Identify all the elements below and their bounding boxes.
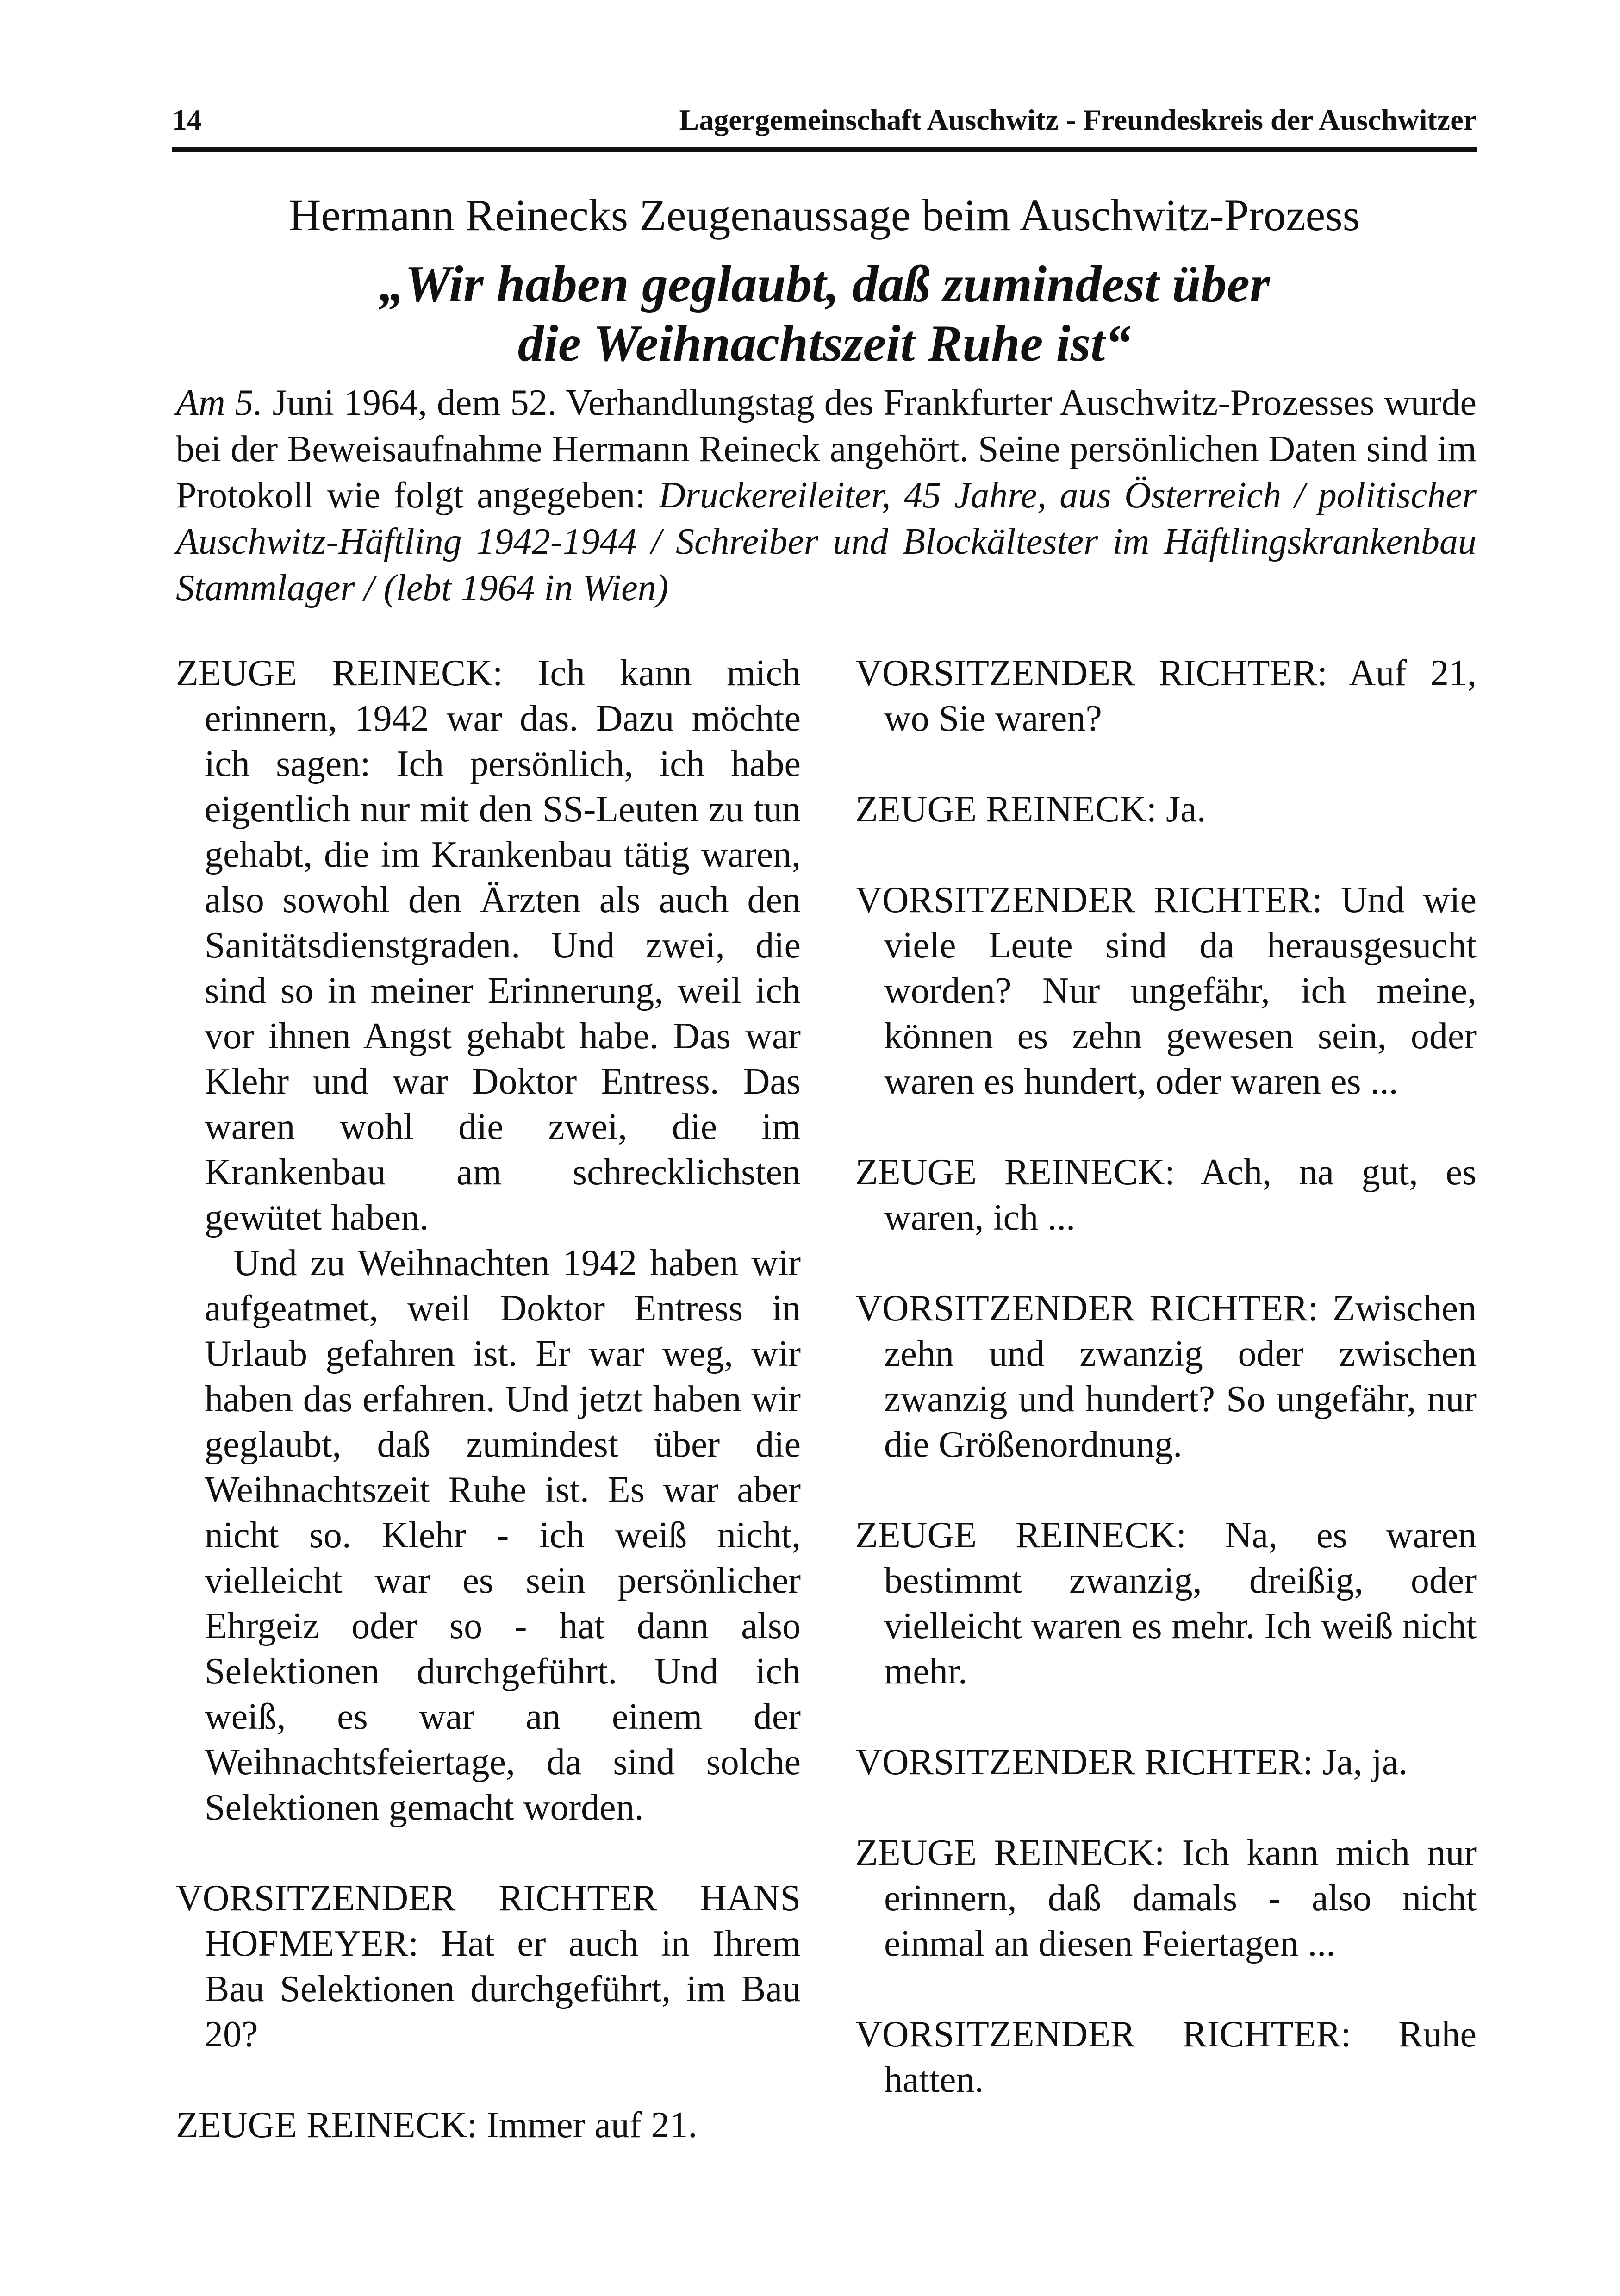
intro-lead: Am 5. (176, 382, 263, 423)
left-column (176, 651, 801, 2193)
speaker-label: VORSITZENDER RICHTER: (855, 1742, 1313, 1783)
speaker-label: ZEUGE REINECK: (855, 1515, 1186, 1556)
running-title: Lagergemeinschaft Auschwitz - Freundeskreis der Auschwitzer (679, 103, 1477, 136)
speaker-label: ZEUGE REINECK: (176, 653, 503, 694)
intro-text: Juni 1964, dem 52. Verhandlungstag des Frankfurter Auschwitz-Prozesses wurde bei der Beweisaufnahme Hermann Reineck angehört. Seine persönlichen Daten sind im Protokoll wie folgt angegeben: (176, 382, 1477, 516)
transcript-entry (855, 1513, 1477, 1694)
transcript-entry (176, 1876, 801, 2057)
page-header (172, 97, 1477, 144)
transcript-entry (855, 1150, 1477, 1240)
transcript-entry (176, 2102, 801, 2148)
headline-line-2: die Weihnachtszeit Ruhe ist“ (517, 315, 1131, 372)
speaker-label: VORSITZENDER RICHTER: (855, 653, 1327, 694)
transcript-entry (855, 651, 1477, 741)
speaker-label: ZEUGE REINECK: (855, 1152, 1175, 1193)
speech-text: Zwischen zehn und zwanzig oder zwischen zwanzig und hundert? So ungefähr, nur die Größenordnung. (884, 1288, 1477, 1465)
speaker-label: VORSITZENDER RICHTER: (855, 1288, 1318, 1329)
intro-details: Druckereileiter, 45 Jahre, aus Österreich / politischer Auschwitz-Häftling 1942-1944 / Schreiber und Blockältester im Häftlingskrankenbau Stammlager / (lebt 1964 in Wien) (176, 475, 1477, 608)
transcript-entry (176, 651, 801, 1830)
speaker-label: VORSITZENDER RICHTER: (855, 880, 1322, 920)
speaker-label: ZEUGE REINECK: (855, 1833, 1165, 1873)
transcript-entry (855, 2012, 1477, 2102)
speech-text: Auf 21, wo Sie waren? (884, 653, 1477, 739)
speech-text: Ja, ja. (1313, 1742, 1408, 1783)
article-headline (172, 255, 1477, 373)
speaker-label: VORSITZENDER RICHTER: (855, 2014, 1351, 2055)
speaker-label: ZEUGE REINECK: (176, 2105, 478, 2146)
right-column (855, 651, 1477, 2148)
speech-text: Ach, na gut, es waren, ich ... (884, 1152, 1477, 1238)
speech-text: Ich kann mich nur erinnern, daß damals - also nicht einmal an diesen Feiertagen ... (884, 1833, 1477, 1964)
speech-text: Ich kann mich erinnern, 1942 war das. Dazu möchte ich sagen: Ich persönlich, ich habe eigentlich nur mit den SS-Leuten zu tun gehabt, die im Krankenbau tätig waren, also sowohl den Ärzten als auch den Sanitätsdienstgraden. Und zwei, die sind so in meiner Erinnerung, weil ich vor ihnen Angst gehabt habe. Das war Klehr und war Doktor Entress. Das waren wohl die zwei, die im Krankenbau am schrecklichsten gewütet haben. (205, 653, 801, 1238)
transcript-entry (855, 877, 1477, 1104)
speech-text: Ja. (1157, 789, 1206, 830)
header-rule (172, 147, 1477, 152)
speaker-label: VORSITZENDER RICHTER HANS HOFMEYER: (176, 1878, 801, 1964)
article-kicker: Hermann Reinecks Zeugenaussage beim Auschwitz-Prozess (289, 190, 1360, 240)
transcript-entry (855, 1286, 1477, 1467)
transcript-entry (855, 1739, 1477, 1785)
speech-text: Immer auf 21. (477, 2105, 698, 2146)
speech-text: Ruhe hatten. (884, 2014, 1477, 2100)
speech-continuation: Und zu Weihnachten 1942 haben wir aufgeatmet, weil Doktor Entress in Urlaub gefahren ist. Er war weg, wir haben das erfahren. Und jetzt haben wir geglaubt, daß zumindest über die Weihnachtszeit Ruhe ist. Es war aber nicht so. Klehr - ich weiß nicht, vielleicht war es sein persönlicher Ehrgeiz oder so - hat dann also Selektionen durchgeführt. Und ich weiß, es war an einem der Weihnachtsfeiertage, da sind solche Selektionen gemacht worden. (205, 1243, 801, 1828)
speaker-label: ZEUGE REINECK: (855, 789, 1157, 830)
headline-line-1: „Wir haben geglaubt, daß zumindest über (379, 256, 1270, 313)
transcript-entry (855, 1830, 1477, 1966)
speech-text: Hat er auch in Ihrem Bau Selektionen durchgeführt, im Bau 20? (205, 1923, 801, 2055)
speech-text: Na, es waren bestimmt zwanzig, dreißig, oder vielleicht waren es mehr. Ich weiß nicht mehr. (884, 1515, 1477, 1692)
transcript-entry (855, 787, 1477, 832)
speech-text: Und wie viele Leute sind da herausgesucht worden? Nur ungefähr, ich meine, können es zehn gewesen sein, oder waren es hundert, oder waren es ... (884, 880, 1477, 1102)
intro-paragraph (176, 380, 1477, 611)
page-number: 14 (172, 103, 202, 136)
